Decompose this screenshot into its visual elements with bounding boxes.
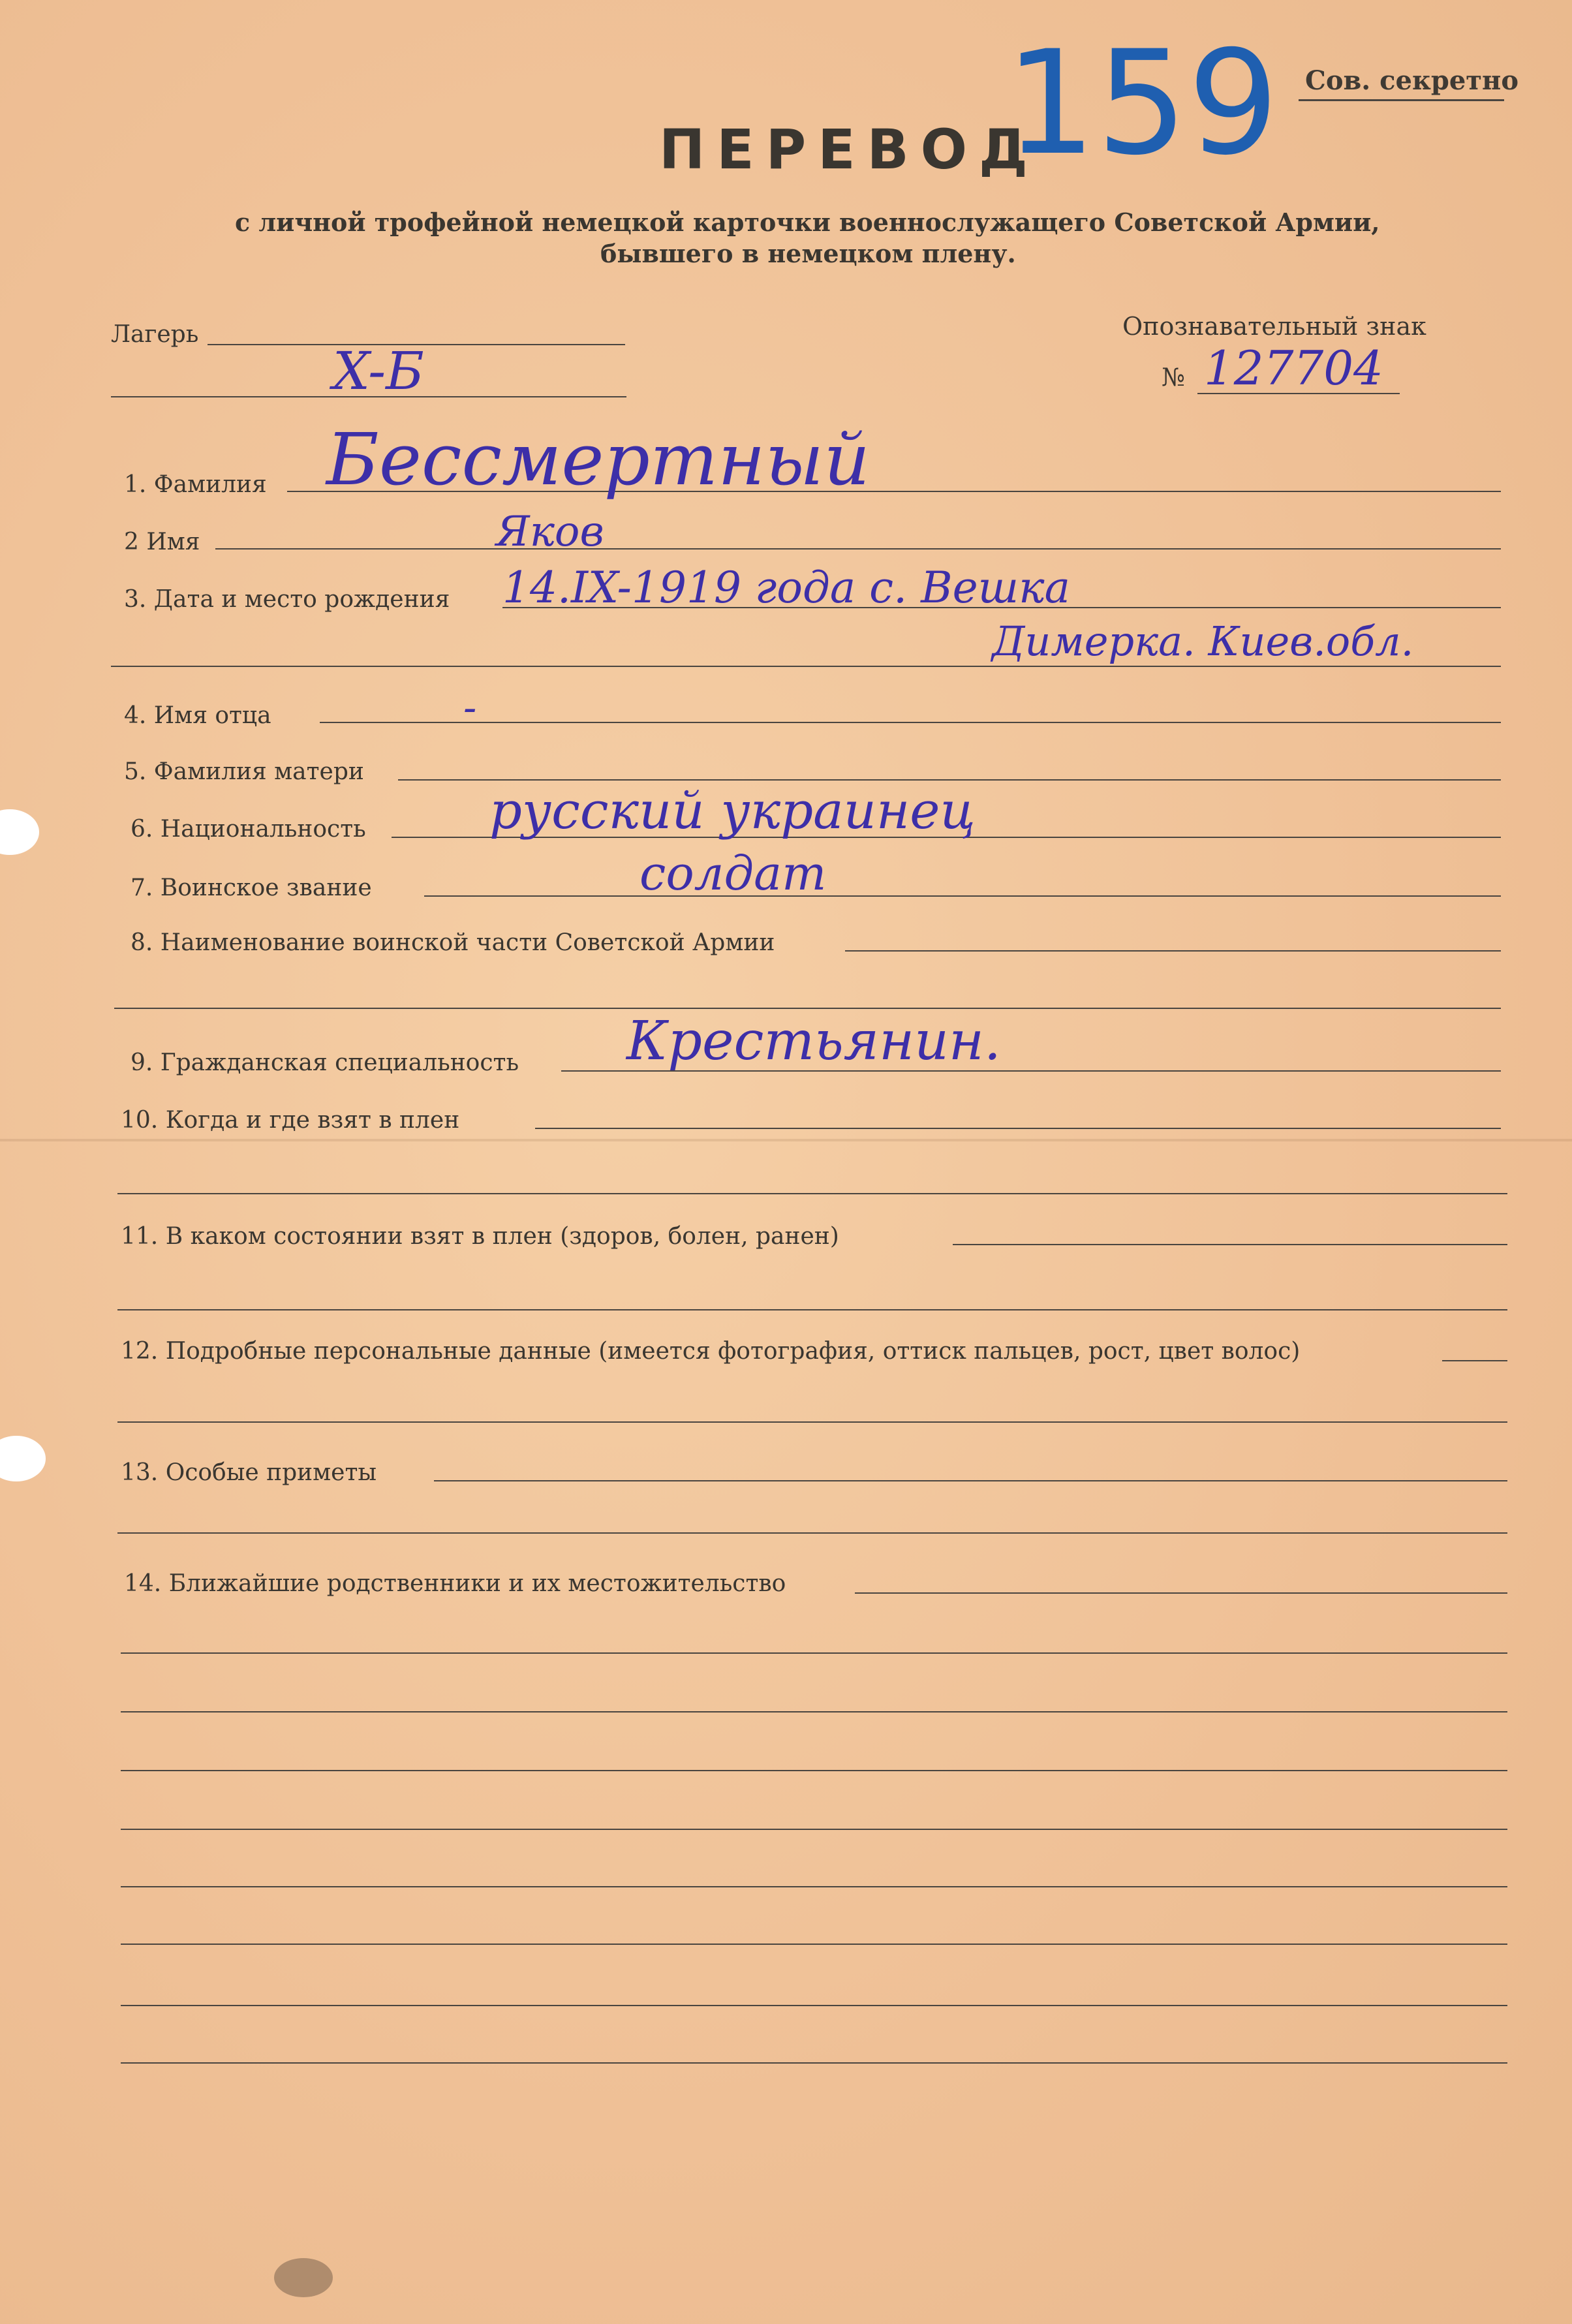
field-father-line [320,722,1501,723]
id-tag-value: 127704 [1204,341,1383,395]
document-title: ПЕРЕВОД [659,117,1040,181]
field-birth-value-2: Димерка. Киев.обл. [992,617,1414,665]
field-rank-value: солдат [640,846,827,901]
field-captured-line [535,1128,1501,1129]
relatives-line-6 [121,1886,1507,1887]
field-rank-line [424,895,1501,897]
stamp-number: 159 [1005,20,1279,187]
field-birth-line-2 [111,666,1501,667]
field-marks-line [434,1480,1507,1481]
field-personal-line [1442,1360,1507,1361]
field-surname-label: 1. Фамилия [124,471,267,498]
field-father-value: - [463,685,477,731]
field-condition-label: 11. В каком состоянии взят в плен (здоров, болен, ранен) [121,1223,839,1250]
id-tag-line [1197,393,1400,394]
relatives-line-8 [121,2005,1507,2006]
ink-smudge [274,2258,333,2297]
field-name-line [215,548,1501,550]
field-unit-line [845,950,1501,952]
field-nationality-value: русский украинец [489,782,976,841]
id-tag-label: Опознавательный знак [1122,312,1426,341]
relatives-line-3 [121,1711,1507,1712]
field-name-label: 2 Имя [124,529,200,555]
field-profession-label: 9. Гражданская специальность [131,1049,519,1076]
field-personal-label: 12. Подробные персональные данные (имеется фотография, оттиск пальцев, рост, цвет волос) [121,1338,1301,1365]
field-personal-line-2 [117,1421,1507,1423]
field-marks-line-2 [117,1532,1507,1534]
classification-label: Сов. секретно [1305,65,1519,96]
field-mother-label: 5. Фамилия матери [124,758,364,785]
field-unit-label: 8. Наименование воинской части Советской Армии [131,929,775,956]
subtitle-line-2: бывшего в немецком плену. [600,239,1016,268]
punch-hole-upper [0,809,39,855]
field-mother-line [398,779,1501,781]
field-rank-label: 7. Воинское звание [131,875,372,901]
fold-crease [0,1139,1572,1141]
field-captured-line-2 [117,1193,1507,1194]
field-marks-label: 13. Особые приметы [121,1459,377,1486]
punch-hole-lower [0,1436,46,1481]
subtitle-line-1: с личной трофейной немецкой карточки военнослужащего Советской Армии, [235,208,1380,237]
field-nationality-label: 6. Национальность [131,816,366,843]
field-profession-value: Крестьянин. [626,1010,1001,1072]
relatives-line-2 [121,1652,1507,1654]
field-unit-line-2 [114,1008,1501,1009]
field-relatives-label: 14. Ближайшие родственники и их местожительство [124,1570,786,1597]
field-condition-line [953,1244,1507,1245]
field-name-value: Яков [496,508,604,556]
field-surname-value: Бессмертный [326,418,871,501]
relatives-line-4 [121,1770,1507,1771]
field-birth-label: 3. Дата и место рождения [124,586,450,613]
camp-label: Лагерь [111,321,199,348]
camp-line-2 [111,396,626,397]
field-father-label: 4. Имя отца [124,702,271,729]
classification-underline [1299,99,1504,101]
relatives-line-5 [121,1829,1507,1830]
field-condition-line-2 [117,1309,1507,1310]
id-tag-prefix: № [1162,363,1185,392]
camp-value: X-Б [333,341,424,401]
relatives-line-9 [121,2062,1507,2064]
field-relatives-line [855,1592,1507,1594]
field-birth-value: 14.IX-1919 года с. Вешка [502,563,1070,613]
field-captured-label: 10. Когда и где взят в плен [121,1107,460,1134]
relatives-line-7 [121,1944,1507,1945]
